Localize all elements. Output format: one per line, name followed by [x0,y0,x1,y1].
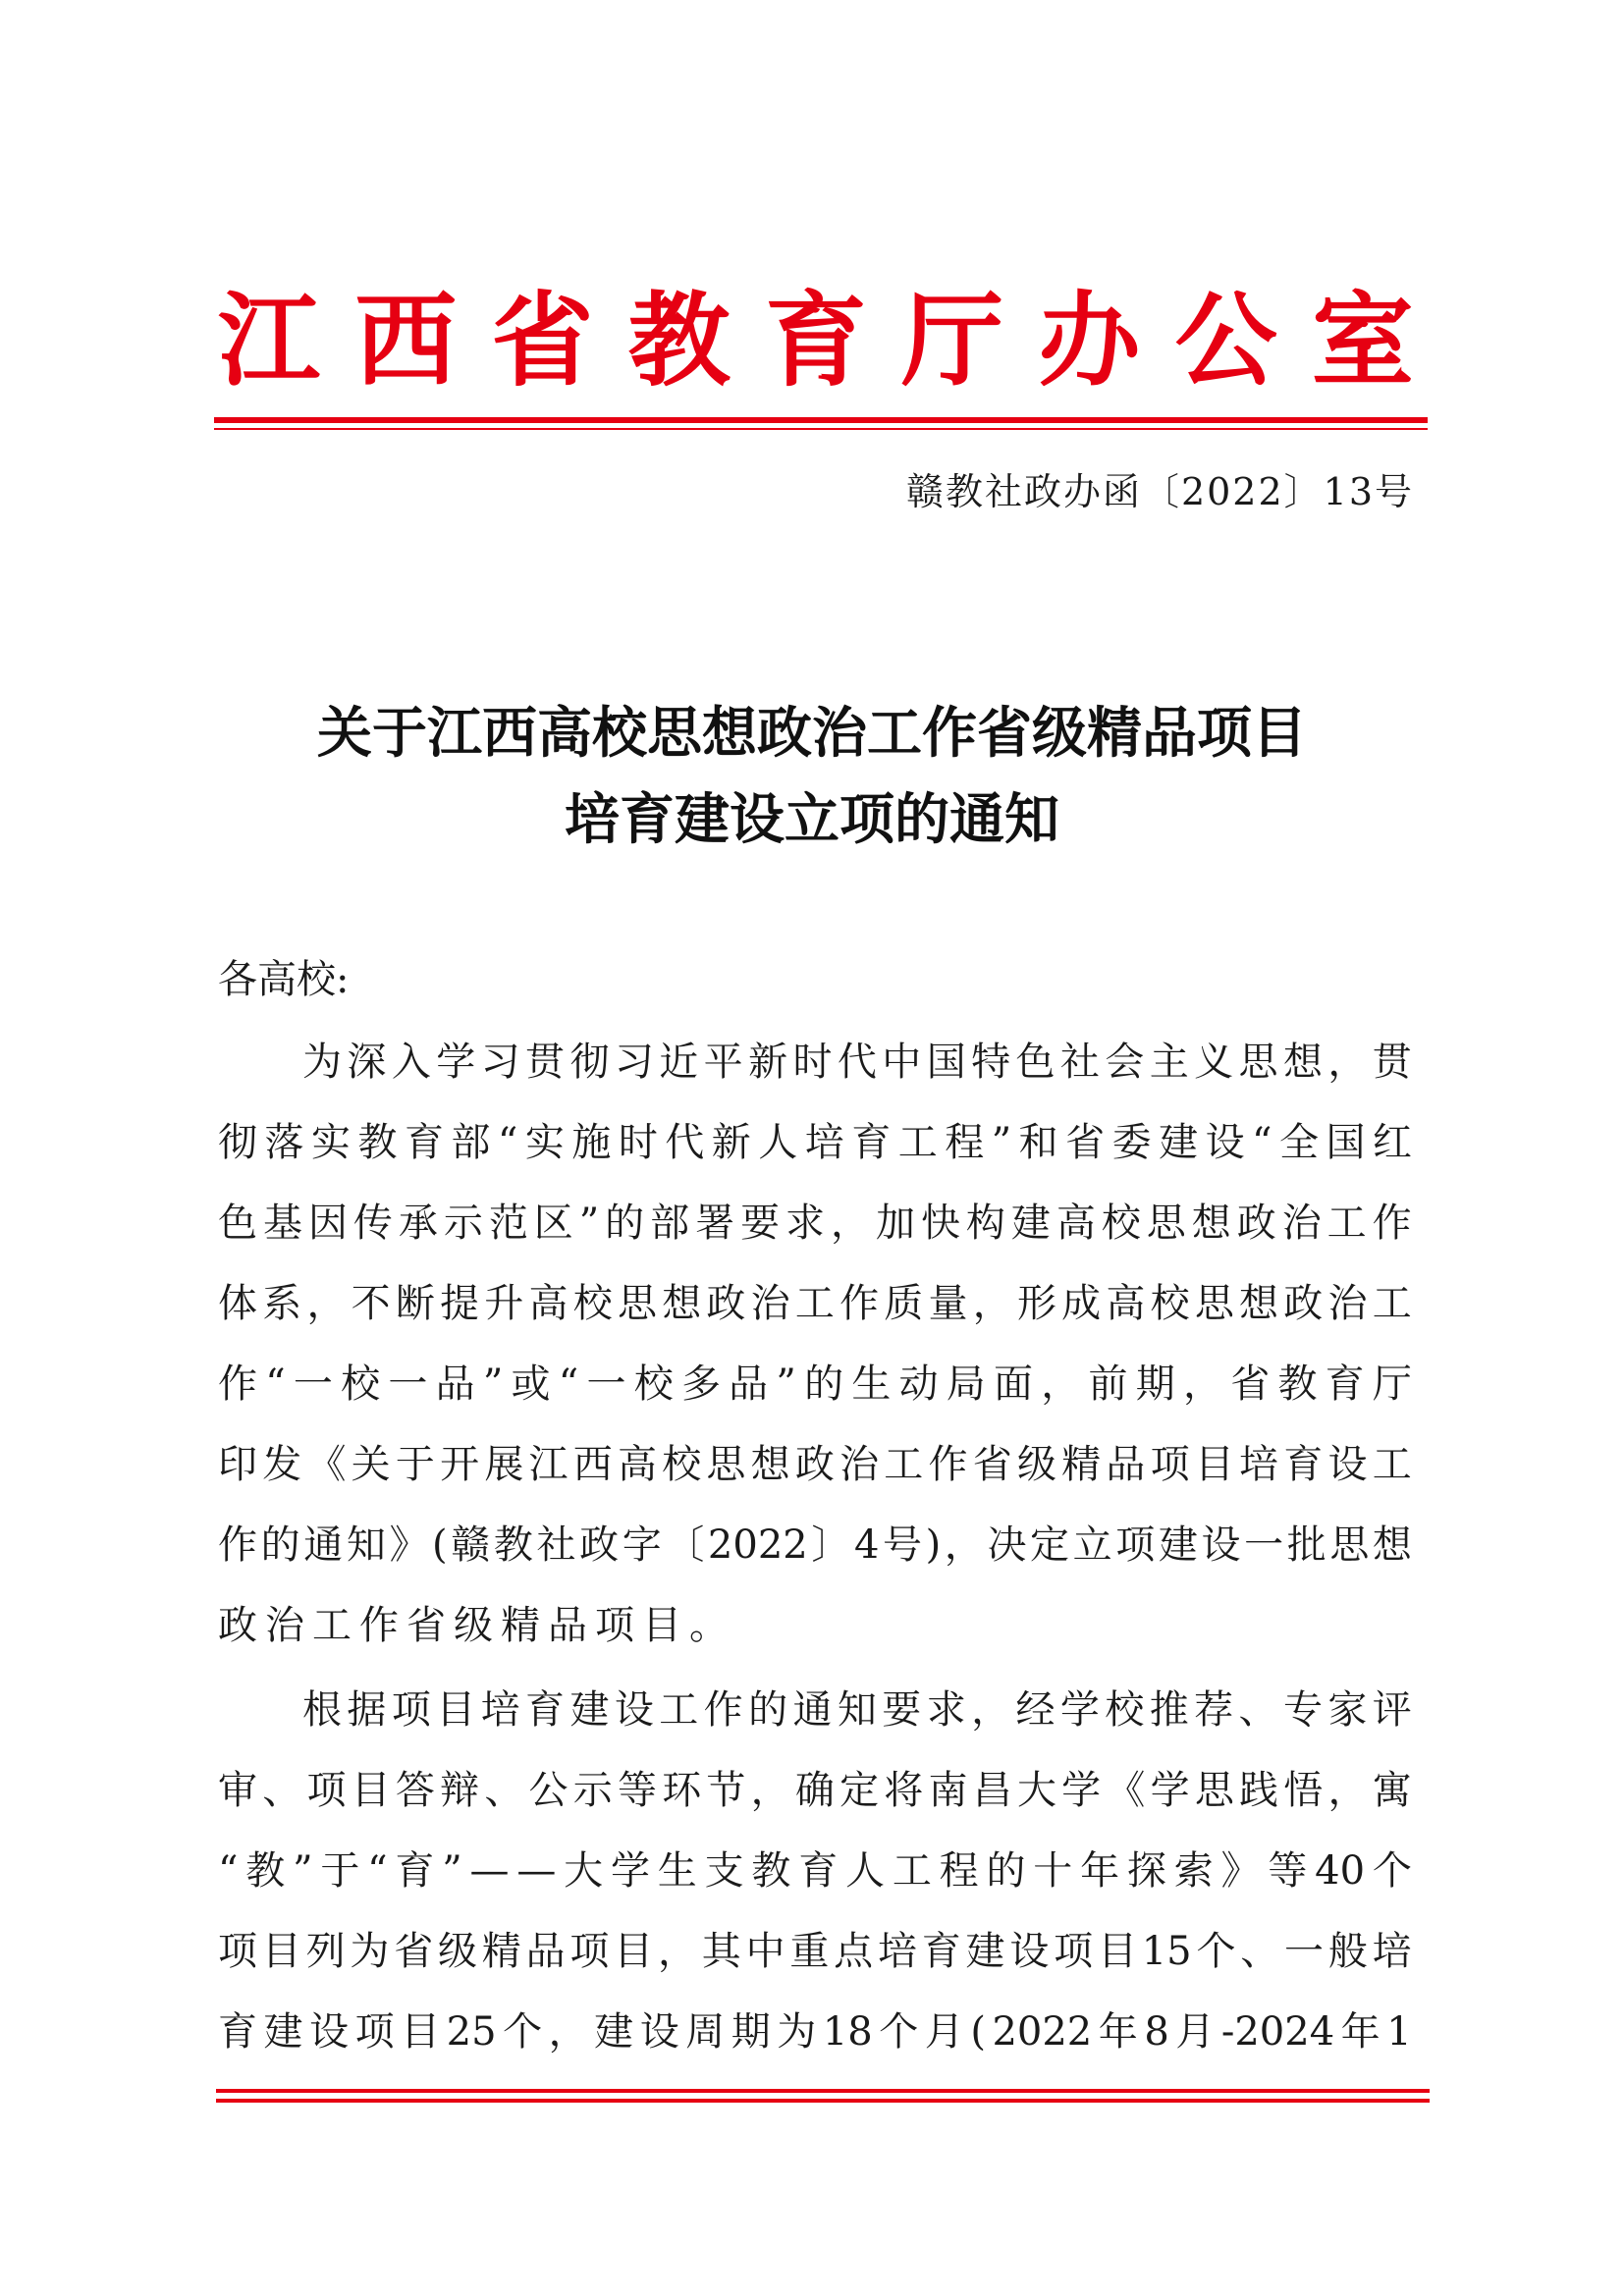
body-line: 作 的 通 知 》 ( 赣 教 社 政 字 〔 2022 〕 4 号 ) ， 决 定 立 项 建 设 一 批 思 想 [218,1522,1412,1568]
body-line: “ 教 ” 于 “ 育 ” — — 大 学 生 支 教 育 人 工 程 的 十 年 探 索 》 等 40 个 [218,1848,1412,1894]
body-line: 项 目 列 为 省 级 精 品 项 目 ， 其 中 重 点 培 育 建 设 项 目 15 个 、 一 般 培 [218,1929,1412,1974]
footer-rule-1 [216,2089,1430,2093]
body-line: 作 “ 一 校 一 品 ” 或 “ 一 校 多 品 ” 的 生 动 局 面 ， 前 期 ， 省 教 育 厅 [218,1362,1412,1407]
salutation: 各高校: [218,957,350,1002]
header-rule-thin [214,428,1428,430]
body-line: 彻 落 实 教 育 部 “ 实 施 时 代 新 人 培 育 工 程 ” 和 省 委 建 设 “ 全 国 红 [218,1120,1412,1165]
document-title-line-1: 关于江西高校思想政治工作省级精品项目 [317,702,1307,766]
body-line: 育 建 设 项 目 25 个 ， 建 设 周 期 为 18 个 月 ( 2022 年 8 月 -2024 年 1 [218,2009,1412,2055]
body-line: 根 据 项 目 培 育 建 设 工 作 的 通 知 要 求 ， 经 学 校 推 荐 、 专 家 评 [302,1687,1412,1733]
body-line: 审 、 项 目 答 辩 、 公 示 等 环 节 ， 确 定 将 南 昌 大 学 《 学 思 践 悟 ， 寓 [218,1768,1412,1813]
footer-rule-2 [216,2099,1430,2103]
body-line: 体 系 ， 不 断 提 升 高 校 思 想 政 治 工 作 质 量 ， 形 成 高 校 思 想 政 治 工 [218,1281,1412,1326]
header-rule-thick [214,417,1428,423]
body-line: 印 发 《 关 于 开 展 江 西 高 校 思 想 政 治 工 作 省 级 精 品 项 目 培 育 设 工 [218,1442,1412,1487]
document-number: 赣教社政办函〔2022〕13号 [905,470,1414,513]
body-line: 色 基 因 传 承 示 范 区 ” 的 部 署 要 求 ， 加 快 构 建 高 校 思 想 政 治 工 作 [218,1201,1412,1246]
issuer-masthead: 江 西 省 教 育 厅 办 公 室 [218,280,1414,400]
body-line: 为 深 入 学 习 贯 彻 习 近 平 新 时 代 中 国 特 色 社 会 主 义 思 想 ， 贯 [302,1040,1412,1085]
body-line: 政治工作省级精品项目。 [218,1603,736,1648]
document-title-line-2: 培育建设立项的通知 [565,788,1059,852]
